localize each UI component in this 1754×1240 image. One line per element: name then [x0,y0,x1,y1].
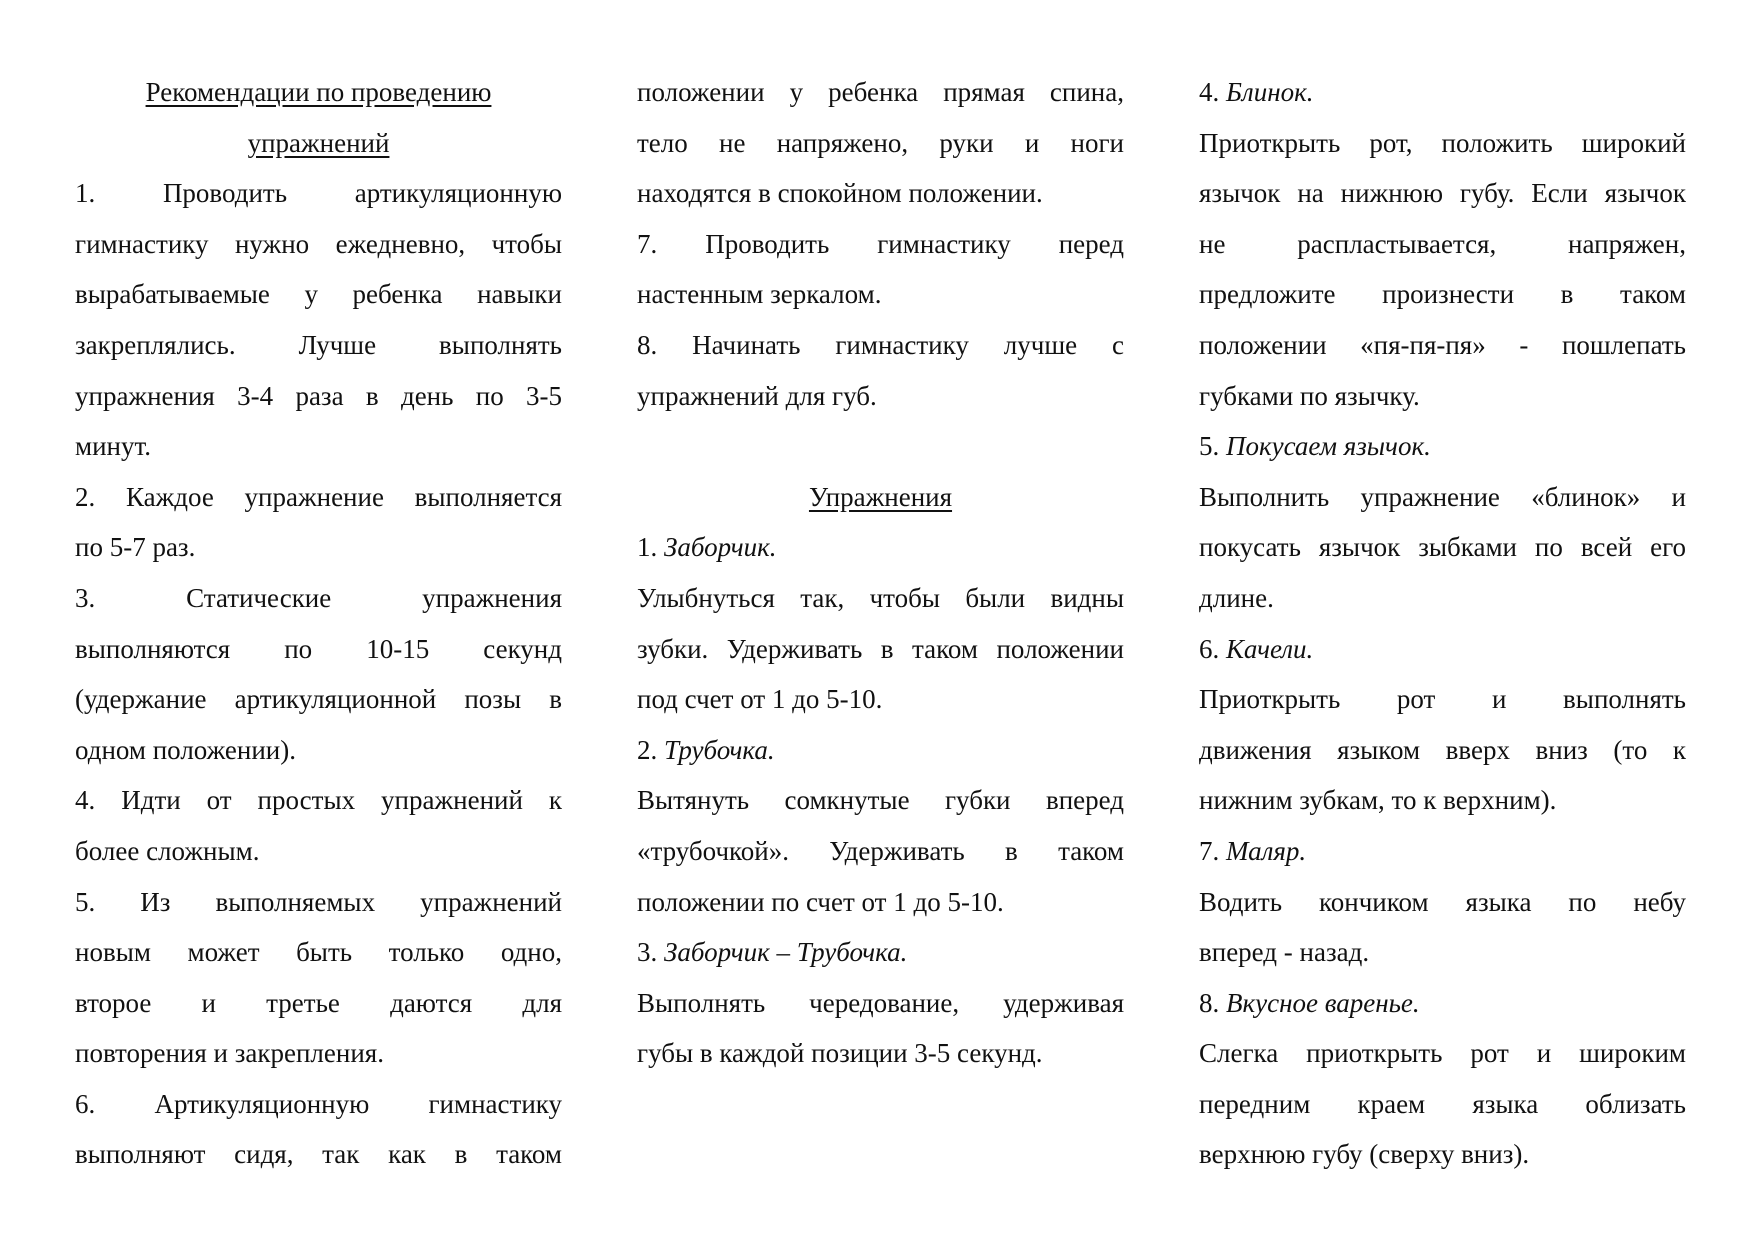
text-line: Выполнять чередование, удерживая [637,987,1124,1018]
exercise-title [637,725,1124,776]
text-line: по 5-7 раз. [75,532,196,563]
text-line: Приоткрыть рот, положить широкий [1199,127,1686,158]
section-heading [75,118,562,169]
column-recommendations-exercises [637,67,1124,1079]
text-line: закреплялись. Лучше выполнять [75,329,562,360]
text-line: выполняют сидя, так как в таком [75,1139,562,1170]
text-line: 2. Каждое упражнение выполняется [75,481,562,512]
exercise-title [637,927,1124,978]
text-line: упражнения 3-4 раза в день по 3-5 [75,380,562,411]
text-line: положении «пя-пя-пя» - пошлепать [1199,329,1686,360]
heading-text: Рекомендации по проведению [145,77,492,107]
text-line: тело не напряжено, руки и ноги [637,127,1124,158]
exercise-name: Заборчик – Трубочка. [664,937,908,968]
exercise-number: 1. [637,532,658,563]
exercise-name: Трубочка. [664,734,775,765]
text-line: находятся в спокойном положении. [637,178,1043,209]
text-line: Водить кончиком языка по небу [1199,886,1686,917]
text-line: нижним зубкам, то к верхним). [1199,785,1557,816]
column-exercises [1199,67,1686,1180]
exercise-title [1199,978,1686,1029]
text-line: не распластывается, напряжен, [1199,228,1686,259]
text-line: 8. Начинать гимнастику лучше с [637,329,1124,360]
exercise-name: Покусаем язычок. [1226,431,1431,462]
exercise-number: 3. [637,937,658,968]
blank-line [637,421,1124,472]
text-line: минут. [75,431,152,462]
heading-text: упражнений [247,127,390,158]
text-line: движения языком вверх вниз (то к [1199,734,1686,765]
exercise-title [1199,826,1686,877]
text-line: второе и третье даются для [75,987,562,1018]
text-line: Приоткрыть рот и выполнять [1199,684,1686,715]
text-line: положении по счет от 1 до 5-10. [637,886,1004,917]
text-line: 1. Проводить артикуляционную [75,178,562,209]
text-line: губы в каждой позиции 3-5 секунд. [637,1038,1043,1069]
text-line: гимнастику нужно ежедневно, чтобы [75,228,562,259]
text-line: передним краем языка облизать [1199,1088,1686,1119]
text-line: новым может быть только одно, [75,937,562,968]
exercise-name: Блинок. [1226,77,1314,107]
exercise-number: 5. [1199,431,1220,462]
exercise-title [1199,67,1686,118]
column-recommendations [75,67,562,1180]
text-line: Слегка приоткрыть рот и широким [1199,1038,1686,1069]
text-line: вырабатываемые у ребенка навыки [75,279,562,310]
text-line: положении у ребенка прямая спина, [637,77,1124,107]
text-line: Вытянуть сомкнутые губки вперед [637,785,1124,816]
text-line: более сложным. [75,835,260,866]
text-line: 4. Идти от простых упражнений к [75,785,562,816]
text-line: вперед - назад. [1199,937,1370,968]
text-line: повторения и закрепления. [75,1038,384,1069]
text-line: 5. Из выполняемых упражнений [75,886,562,917]
section-heading [75,67,562,118]
heading-text: Упражнения [808,481,953,512]
exercise-number: 8. [1199,987,1220,1018]
text-line: 6. Артикуляционную гимнастику [75,1088,562,1119]
text-line: губками по язычку. [1199,380,1420,411]
text-line: длине. [1199,582,1274,613]
text-line: настенным зеркалом. [637,279,882,310]
exercise-name: Качели. [1226,633,1314,664]
text-line: 7. Проводить гимнастику перед [637,228,1124,259]
text-line: под счет от 1 до 5-10. [637,684,883,715]
exercise-number: 2. [637,734,658,765]
text-line: покусать язычок зыбками по всей его [1199,532,1686,563]
text-line: Улыбнуться так, чтобы были видны [637,582,1124,613]
text-line: верхнюю губу (сверху вниз). [1199,1139,1530,1170]
text-line: (удержание артикуляционной позы в [75,684,562,715]
text-line: 3. Статические упражнения [75,582,562,613]
exercise-number: 4. [1199,77,1220,107]
exercise-number: 6. [1199,633,1220,664]
exercise-name: Вкусное варенье. [1226,987,1420,1018]
exercise-title [1199,624,1686,675]
text-line: зубки. Удерживать в таком положении [637,633,1124,664]
text-line: язычок на нижнюю губу. Если язычок [1199,178,1686,209]
section-heading [637,472,1124,523]
text-line: одном положении). [75,734,296,765]
exercise-name: Заборчик. [664,532,777,563]
text-line: упражнений для губ. [637,380,877,411]
text-line: «трубочкой». Удерживать в таком [637,835,1124,866]
text-line: Выполнить упражнение «блинок» и [1199,481,1686,512]
exercise-number: 7. [1199,835,1220,866]
exercise-title [1199,421,1686,472]
text-line: предложите произнести в таком [1199,279,1686,310]
exercise-title [637,522,1124,573]
exercise-name: Маляр. [1226,835,1307,866]
text-line: выполняются по 10-15 секунд [75,633,562,664]
